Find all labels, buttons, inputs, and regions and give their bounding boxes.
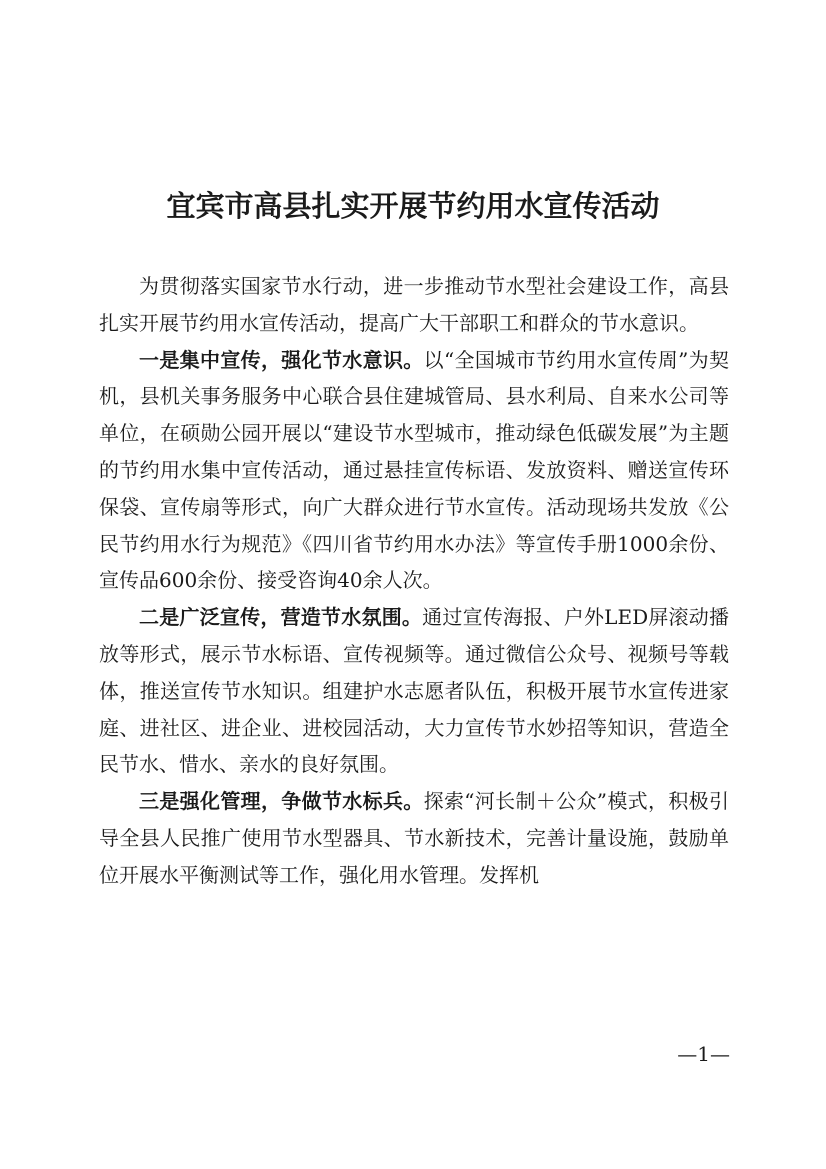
paragraph-text: 通过宣传海报、户外LED屏滚动播放等形式，展示节水标语、宣传视频等。通过微信公众号、视频号等载体，推送宣传节水知识。组建护水志愿者队伍，积极开展节水宣传进家庭、进社区、进企业、进校园活动，大力宣传节水妙招等知识，营造全民节水、惜水、亲水的良好氛围。 <box>99 605 729 777</box>
paragraph-point-three <box>99 783 729 893</box>
paragraph-text: 以“全国城市节约用水宣传周”为契机，县机关事务服务中心联合县住建城管局、县水利局、自来水公司等单位，在硕勋公园开展以“建设节水型城市，推动绿色低碳发展”为主题的节约用水集中宣传活动，通过悬挂宣传标语、发放资料、赠送宣传环保袋、宣传扇等形式，向广大群众进行节水宣传。活动现场共发放《公民节约用水行为规范》《四川省节约用水办法》等宣传手册1000余份、宣传品600余份、接受咨询40余人次。 <box>99 347 729 593</box>
paragraph-lead: 一是集中宣传，强化节水意识。 <box>139 347 424 372</box>
paragraph-intro <box>99 268 729 342</box>
paragraph-lead: 二是广泛宣传，营造节水氛围。 <box>139 605 423 630</box>
paragraph-text: 为贯彻落实国家节水行动，进一步推动节水型社会建设工作，高县扎实开展节约用水宣传活动，提高广大干部职工和群众的节水意识。 <box>99 274 729 335</box>
paragraph-text: 探索“河长制＋公众”模式，积极引导全县人民推广使用节水型器具、节水新技术，完善计量设施，鼓励单位开展水平衡测试等工作，强化用水管理。发挥机 <box>99 789 729 887</box>
document-body <box>99 268 729 894</box>
page-number: —1— <box>677 1042 730 1066</box>
paragraph-point-one <box>99 342 729 600</box>
document-title: 宜宾市高县扎实开展节约用水宣传活动 <box>166 189 660 223</box>
paragraph-point-two <box>99 599 729 783</box>
paragraph-lead: 三是强化管理，争做节水标兵。 <box>139 789 424 814</box>
